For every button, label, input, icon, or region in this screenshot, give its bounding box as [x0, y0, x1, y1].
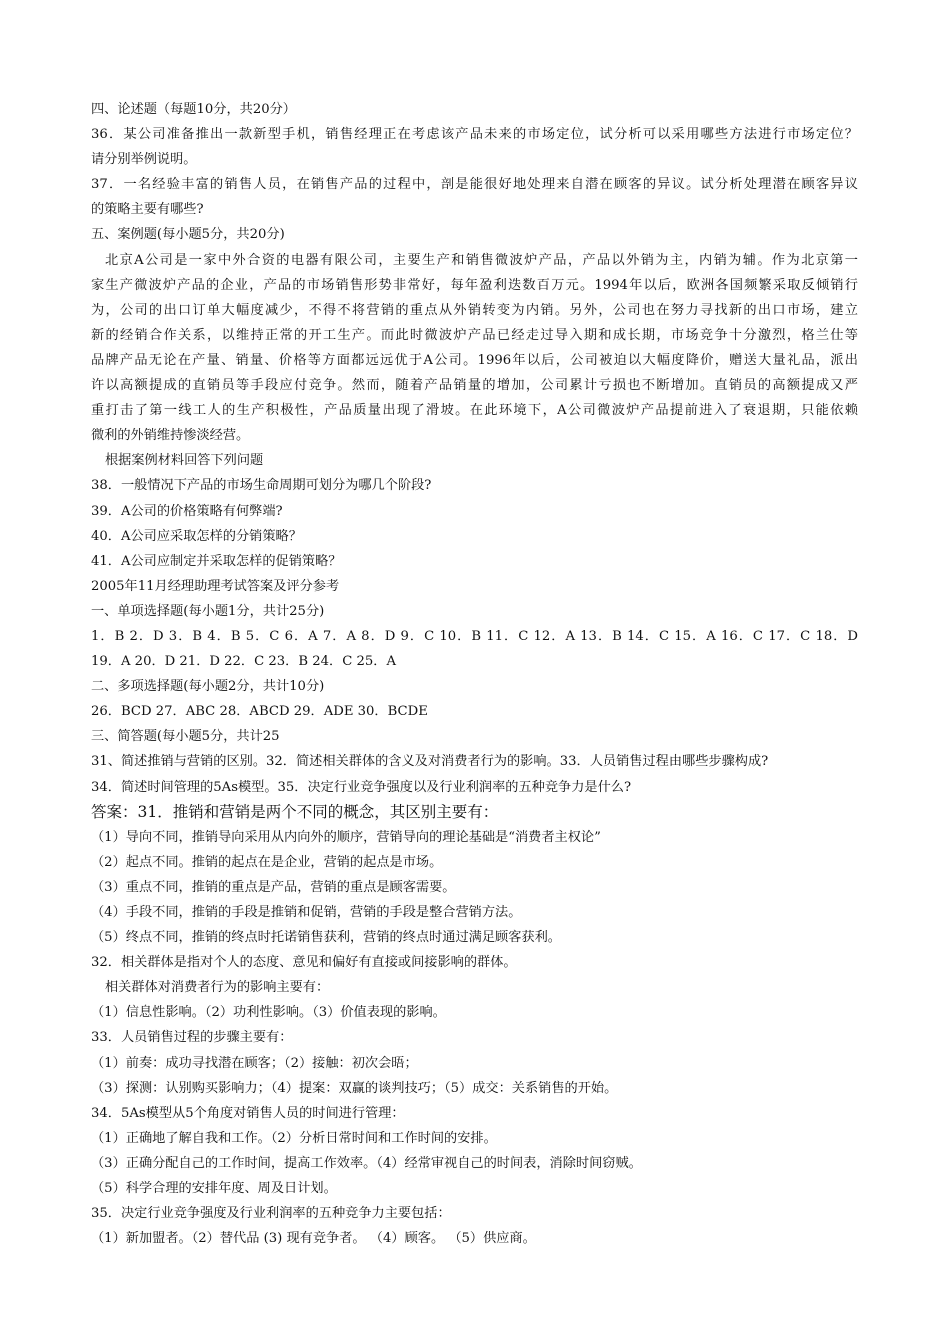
answer-line: （3）重点不同，推销的重点是产品，营销的重点是顾客需要。	[91, 879, 456, 895]
case-paragraph-line: 重打击了第一线工人的生产积极性，产品质量出现了滑坡。在此环境下，A公司微波炉产品提前进入了衰退期，只能依赖	[91, 403, 858, 419]
section-heading: 五、案例题(每小题5分，共20分)	[91, 227, 285, 243]
case-paragraph-line: 微利的外销维持惨淡经营。	[91, 428, 250, 444]
question-40: 40．A公司应采取怎样的分销策略？	[91, 528, 302, 544]
short-answer-questions: 34．简述时间管理的5As模型。35．决定行业竞争强度以及行业利润率的五种竞争力是什么?	[91, 779, 632, 795]
question-36: 36．某公司准备推出一款新型手机，销售经理正在考虑该产品未来的市场定位，试分析可以采用哪些方法进行市场定位？	[91, 127, 858, 143]
multi-choice-answers: 26．BCD 27．ABC 28．ABCD 29．ADE 30．BCDE	[91, 704, 428, 720]
answer-line: （5）科学合理的安排年度、周及日计划。	[91, 1181, 337, 1197]
question-39: 39．A公司的价格策略有何弊端?	[91, 503, 283, 519]
answer-line: 相关群体对消费者行为的影响主要有：	[105, 980, 330, 996]
answer-line: （4）手段不同，推销的手段是推销和促销，营销的手段是整合营销方法。	[91, 905, 522, 920]
question-36-cont: 请分别举例说明。	[91, 152, 197, 168]
question-37: 37．一名经验丰富的销售人员，在销售产品的过程中，剖是能很好地处理来自潜在顾客的异议。试分析处理潜在顾客异议	[91, 177, 858, 193]
section-heading: 一、单项选择题(每小题1分，共计25分)	[91, 603, 325, 619]
question-41: 41．A公司应制定并采取怎样的促销策略？	[91, 553, 342, 569]
section-heading: 三、简答题(每小题5分，共计25	[91, 729, 280, 745]
answer-31-heading: 答案：31．推销和营销是两个不同的概念，其区别主要有：	[91, 802, 499, 821]
answer-line: （1）导向不同，推销导向采用从内向外的顺序，营销导向的理论基础是“消费者主权论”	[91, 829, 601, 845]
answer-35-heading: 35．决定行业竞争强度及行业利润率的五种竞争力主要包括：	[91, 1206, 451, 1222]
question-37-cont: 的策略主要有哪些?	[91, 202, 204, 218]
case-paragraph-line: 品牌产品无论在产量、销量、价格等方面都远远优于A公司。1996年以后，公司被迫以大幅度降价，赠送大量礼品，派出	[91, 352, 858, 368]
section-heading: 四、论述题（每题10分，共20分）	[91, 102, 296, 117]
case-paragraph-line: 为，公司的出口订单大幅度减少，不得不将营销的重点从外销转变为内销。另外，公司也在努力寻找新的出口市场，建立	[91, 302, 858, 318]
section-heading: 二、多项选择题(每小题2分，共计10分)	[91, 679, 325, 695]
answer-line: （1）前奏：成功寻找潜在顾客；（2）接触：初次会晤；	[91, 1055, 418, 1071]
answer-line: （1）正确地了解自我和工作。（2）分析日常时间和工作时间的安排。	[91, 1130, 497, 1146]
answer-key-title: 2005年11月经理助理考试答案及评分参考	[91, 578, 340, 594]
answer-33-heading: 33．人员销售过程的步骤主要有：	[91, 1030, 293, 1046]
short-answer-questions: 31、简述推销与营销的区别。32．简述相关群体的含义及对消费者行为的影响。33．人员销售过程由哪些步骤构成?	[91, 754, 769, 770]
single-choice-answers: 19．A 20．D 21．D 22．C 23．B 24．C 25．A	[91, 654, 396, 670]
question-38: 38．一般情况下产品的市场生命周期可划分为哪几个阶段?	[91, 478, 432, 494]
answer-line: （2）起点不同。推销的起点在是企业，营销的起点是市场。	[91, 854, 443, 870]
case-paragraph-line: 新的经销合作关系，以维持正常的开工生产。而此时微波炉产品已经走过导入期和成长期，市场竞争十分激烈，格兰仕等	[91, 327, 858, 343]
answer-line: （1）信息性影响。（2）功利性影响。（3）价值表现的影响。	[91, 1005, 446, 1021]
answer-32-heading: 32．相关群体是指对个人的态度、意见和偏好有直接或间接影响的群体。	[91, 955, 517, 971]
answer-line: （5）终点不同，推销的终点时托诺销售获利，营销的终点时通过满足顾客获利。	[91, 930, 561, 946]
answer-line: （3）正确分配自己的工作时间，提高工作效率。（4）经常审视自己的时间表，消除时间窃贼。	[91, 1155, 642, 1171]
answer-line: （3）探测：认别购买影响力；（4）提案：双赢的谈判技巧；（5）成交：关系销售的开始。	[91, 1080, 618, 1096]
single-choice-answers: 1．B 2．D 3．B 4．B 5．C 6．A 7．A 8．D 9．C 10．B 11．C 12．A 13．B 14．C 15．A 16．C 17．C 18．D	[91, 628, 858, 644]
case-paragraph-line: 家生产微波炉产品的企业，产品的市场销售形势非常好，每年盈利迭数百万元。1994年以后，欧洲各国频繁采取反倾销行	[91, 277, 858, 293]
answer-line: （1）新加盟者。（2）替代品 (3) 现有竞争者。 （4）顾客。 （5）供应商。	[91, 1231, 536, 1247]
case-instruction: 根据案例材料回答下列问题	[105, 453, 264, 469]
answer-34-heading: 34．5As模型从5个角度对销售人员的时间进行管理：	[91, 1105, 405, 1121]
case-paragraph-line: 许以高额提成的直销员等手段应付竞争。然而，随着产品销量的增加，公司累计亏损也不断增加。直销员的高额提成又严	[91, 378, 858, 394]
case-paragraph-line: 北京A公司是一家中外合资的电器有限公司，主要生产和销售微波炉产品，产品以外销为主，内销为辅。作为北京第一	[105, 252, 858, 268]
